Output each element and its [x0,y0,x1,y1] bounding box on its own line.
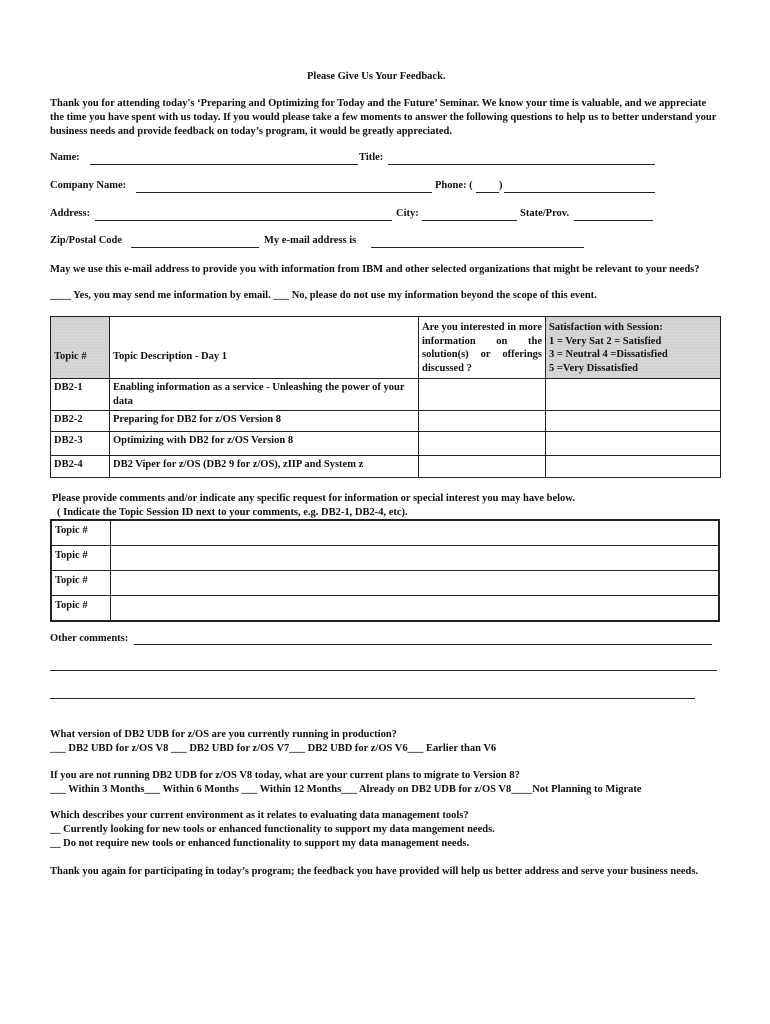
title-field[interactable] [388,153,655,165]
address-label: Address: [50,208,91,219]
city-label: City: [396,208,419,219]
table-row [51,456,721,478]
closing-paragraph: Thank you again for participating in today’s program; the feedback you have provided will help us better address and serve your business needs. [50,866,699,877]
name-field[interactable] [90,153,358,165]
phone-label: Phone: ( [435,180,473,191]
interest-header: Are you interested in more information on the solution(s) or offerings discussed ? [419,317,546,379]
table-row [51,596,719,622]
email-field[interactable] [371,236,584,248]
zip-label: Zip/Postal Code [50,235,123,246]
satisfaction-scale-1: 1 = Very Sat 2 = Satisfied [549,335,662,347]
email-label: My e-mail address is [264,235,357,246]
satisfaction-scale-3: 5 =Very Dissatisfied [549,362,639,374]
page-title: Please Give Us Your Feedback. [307,71,446,82]
satisfaction-header [546,317,721,379]
comments-prompt-line2: ( Indicate the Topic Session ID next to your comments, e.g. DB2-1, DB2-4, etc). [57,507,408,518]
comments-prompt-line1: Please provide comments and/or indicate any specific request for information or special interest you may have below. [52,493,575,504]
topic-description: Preparing for DB2 for z/OS Version 8 [110,411,419,432]
topic-id: DB2-1 [51,379,110,411]
table-row [51,546,719,571]
other-comments-line-1[interactable] [134,644,712,645]
phone-close: ) [499,180,503,191]
topic-comment-field[interactable] [111,571,720,596]
satisfaction-cell[interactable] [546,432,721,456]
environment-option-1[interactable]: __ Currently looking for new tools or enhanced functionality to support my data mangement needs. [50,824,495,835]
topic-description-header: Topic Description - Day 1 [110,317,419,379]
topic-id: DB2-2 [51,411,110,432]
topic-number-header: Topic # [51,317,110,379]
topic-comment-label: Topic # [51,546,111,571]
topic-comment-label: Topic # [51,520,111,546]
satisfaction-cell[interactable] [546,411,721,432]
other-comments-line-2[interactable] [50,670,717,671]
other-comments-label: Other comments: [50,633,129,644]
other-comments-line-3[interactable] [50,698,695,699]
topic-description: Enabling information as a service - Unleashing the power of your data [110,379,419,411]
interest-cell[interactable] [419,411,546,432]
interest-cell[interactable] [419,379,546,411]
phone-field[interactable] [504,181,655,193]
topic-comment-field[interactable] [111,546,720,571]
company-label: Company Name: [50,180,127,191]
table-row [51,411,721,432]
title-label: Title: [359,152,384,163]
state-label: State/Prov. [520,208,570,219]
city-field[interactable] [422,209,517,221]
name-label: Name: [50,152,80,163]
satisfaction-cell[interactable] [546,379,721,411]
version-options[interactable]: ___ DB2 UBD for z/OS V8 ___ DB2 UBD for z/OS V7___ DB2 UBD for z/OS V6___ Earlier than V6 [50,743,497,754]
satisfaction-scale-2: 3 = Neutral 4 =Dissatisfied [549,349,668,360]
email-consent-question: May we use this e-mail address to provide you with information from IBM and other selected organizations that might be relevant to your needs? [50,264,700,275]
satisfaction-cell[interactable] [546,456,721,478]
phone-area-field[interactable] [476,181,499,193]
topic-comments-table [50,519,720,622]
intro-paragraph: Thank you for attending today's ‘Preparing and Optimizing for Today and the Future’ Seminar. We know your time is valuable, and we appreciate the time you have spent with us today. If you would please take a few moments to answer the following questions to help us to better understand your business needs and provide feedback on today’s program, it would be greatly appreciated. [50,98,717,137]
topic-comment-label: Topic # [51,571,111,596]
table-row [51,432,721,456]
table-row [51,571,719,596]
interest-cell[interactable] [419,456,546,478]
topic-comment-field[interactable] [111,596,720,622]
topic-description: DB2 Viper for z/OS (DB2 9 for z/OS), zIIP and System z [110,456,419,478]
topic-id: DB2-3 [51,432,110,456]
interest-cell[interactable] [419,432,546,456]
email-consent-options[interactable]: ____ Yes, you may send me information by email. ___ No, please do not use my information beyond the scope of this event. [50,290,597,301]
zip-field[interactable] [131,236,259,248]
topic-comment-label: Topic # [51,596,111,622]
table-row [51,520,719,546]
migrate-question: If you are not running DB2 UDB for z/OS V8 today, what are your current plans to migrate to Version 8? [50,770,520,781]
address-field[interactable] [95,209,392,221]
environment-option-2[interactable]: __ Do not require new tools or enhanced functionality to support my data management needs. [50,838,470,849]
table-row [51,379,721,411]
satisfaction-title: Satisfaction with Session: [549,322,663,333]
environment-question: Which describes your current environment as it relates to evaluating data management tools? [50,810,469,821]
version-question: What version of DB2 UDB for z/OS are you currently running in production? [50,729,397,740]
state-field[interactable] [574,209,653,221]
topics-table [50,316,721,478]
company-field[interactable] [136,181,432,193]
topic-description: Optimizing with DB2 for z/OS Version 8 [110,432,419,456]
migrate-options[interactable]: ___ Within 3 Months___ Within 6 Months ___ Within 12 Months___ Already on DB2 UDB for z/OS V8____Not Planning to Migrate [50,784,642,795]
topic-comment-field[interactable] [111,520,720,546]
topic-id: DB2-4 [51,456,110,478]
